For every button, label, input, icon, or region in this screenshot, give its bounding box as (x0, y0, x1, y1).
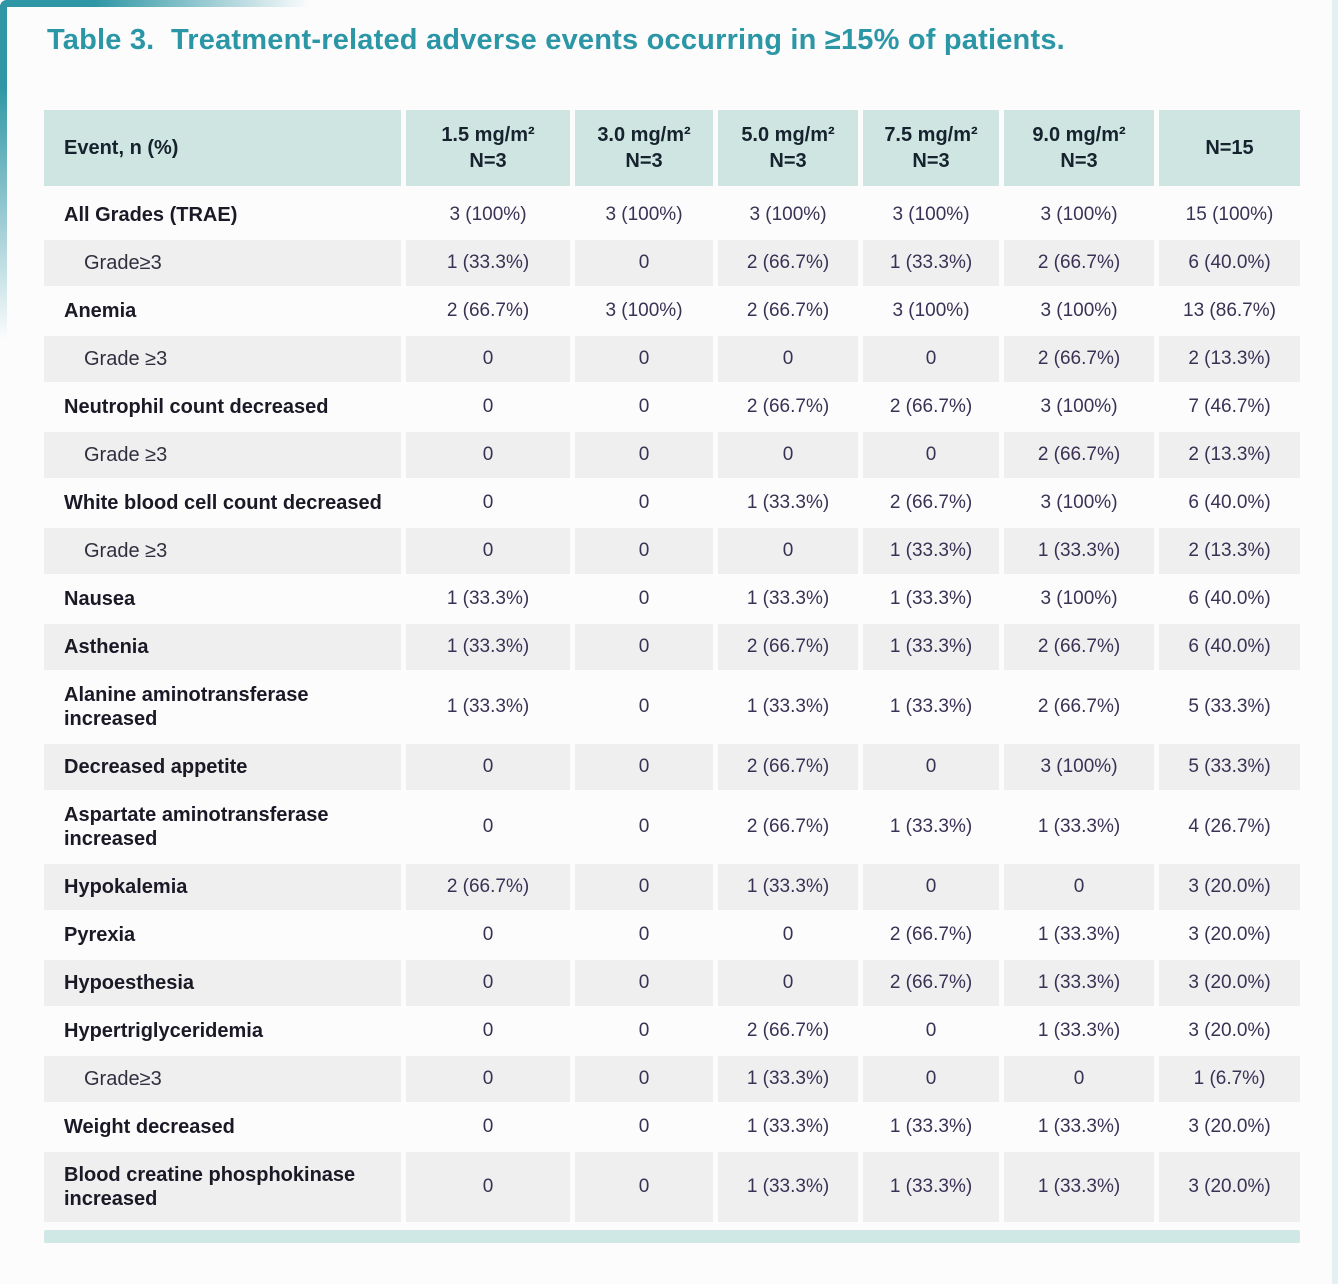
header-n-label: N=3 (769, 150, 807, 172)
value-cell: 0 (406, 1152, 570, 1222)
value-cell: 4 (26.7%) (1188, 816, 1271, 837)
event-label: Neutrophil count decreased (64, 396, 329, 418)
event-label: White blood cell count decreased (64, 492, 382, 514)
value-cell: 6 (40.0%) (1188, 588, 1271, 609)
value-cell: 1 (33.3%) (746, 1116, 830, 1137)
value-cell: 0 (782, 924, 794, 945)
value-cell: 0 (718, 336, 858, 382)
value-cell: 2 (66.7%) (889, 492, 973, 513)
value-cell: 1 (33.3%) (1004, 960, 1154, 1006)
header-n-label: N=3 (625, 150, 663, 172)
value-cell: 2 (66.7%) (718, 240, 858, 286)
event-label: Hypoesthesia (44, 960, 401, 1006)
value-cell: 13 (86.7%) (1183, 300, 1276, 321)
value-cell: 2 (66.7%) (1037, 696, 1121, 717)
table-row (44, 528, 1300, 574)
value-cell: 0 (638, 492, 650, 513)
table-row (44, 1008, 1300, 1054)
value-cell: 0 (638, 1116, 650, 1137)
value-cell: 3 (100%) (749, 204, 827, 225)
header-dose-label: 1.5 mg/m² (441, 124, 535, 146)
table-row (44, 240, 1300, 286)
value-cell: 2 (66.7%) (1004, 240, 1154, 286)
value-cell: 1 (33.3%) (1004, 1152, 1154, 1222)
table-row (44, 744, 1300, 790)
table-row (44, 792, 1300, 862)
value-cell: 0 (575, 240, 713, 286)
value-cell: 1 (33.3%) (863, 528, 999, 574)
value-cell: 1 (33.3%) (718, 864, 858, 910)
value-cell: 0 (406, 744, 570, 790)
value-cell: 1 (33.3%) (1037, 924, 1121, 945)
table-header-row (44, 110, 1300, 186)
table-title: Table 3. Treatment-related adverse events occurring in ≥15% of patients. (47, 24, 1065, 56)
right-edge-accent (1332, 0, 1338, 1284)
value-cell: 2 (66.7%) (746, 816, 830, 837)
value-cell: 3 (100%) (1040, 396, 1118, 417)
value-cell: 0 (718, 432, 858, 478)
value-cell: 2 (13.3%) (1159, 336, 1300, 382)
value-cell: 1 (33.3%) (746, 588, 830, 609)
event-label: Grade≥3 (44, 1056, 401, 1102)
column-header-event: Event, n (%) (44, 110, 401, 186)
value-cell: 5 (33.3%) (1188, 696, 1271, 717)
value-cell: 2 (66.7%) (1004, 624, 1154, 670)
value-cell: 1 (33.3%) (406, 624, 570, 670)
value-cell: 0 (638, 396, 650, 417)
column-header-dose (1004, 110, 1154, 186)
value-cell: 1 (33.3%) (863, 1152, 999, 1222)
value-cell: 3 (100%) (1040, 300, 1118, 321)
value-cell: 2 (66.7%) (746, 1020, 830, 1041)
value-cell: 3 (100%) (605, 204, 683, 225)
value-cell: 1 (33.3%) (446, 588, 530, 609)
event-label: Grade ≥3 (44, 336, 401, 382)
value-cell: 1 (33.3%) (1004, 528, 1154, 574)
value-cell: 1 (33.3%) (746, 492, 830, 513)
header-n-label: N=3 (469, 150, 507, 172)
header-dose-label: 7.5 mg/m² (884, 124, 978, 146)
table-row (44, 624, 1300, 670)
value-cell: 3 (100%) (1040, 492, 1118, 513)
header-n-label: N=3 (912, 150, 950, 172)
table-row (44, 912, 1300, 958)
value-cell: 6 (40.0%) (1188, 492, 1271, 513)
value-cell: 2 (66.7%) (889, 924, 973, 945)
value-cell: 5 (33.3%) (1159, 744, 1300, 790)
value-cell: 2 (66.7%) (1004, 336, 1154, 382)
value-cell: 0 (575, 624, 713, 670)
value-cell: 0 (482, 1020, 494, 1041)
table-row (44, 288, 1300, 334)
event-label: Hypertriglyceridemia (64, 1020, 263, 1042)
event-label: Alanine aminotransferase increased (64, 684, 309, 730)
event-label: Decreased appetite (44, 744, 401, 790)
value-cell: 3 (20.0%) (1188, 1020, 1271, 1041)
value-cell: 0 (638, 696, 650, 717)
value-cell: 0 (575, 960, 713, 1006)
table-row (44, 960, 1300, 1006)
table-row (44, 1104, 1300, 1150)
value-cell: 1 (33.3%) (718, 1056, 858, 1102)
value-cell: 1 (33.3%) (1037, 1116, 1121, 1137)
event-label: All Grades (TRAE) (64, 204, 238, 226)
value-cell: 2 (66.7%) (718, 624, 858, 670)
event-label: Weight decreased (64, 1116, 235, 1138)
table-row (44, 192, 1300, 238)
frame-corner-accent-left (0, 0, 7, 340)
value-cell: 2 (66.7%) (406, 864, 570, 910)
value-cell: 0 (638, 924, 650, 945)
value-cell: 0 (575, 432, 713, 478)
event-label: Grade≥3 (44, 240, 401, 286)
event-label: Asthenia (44, 624, 401, 670)
value-cell: 0 (406, 1056, 570, 1102)
value-cell: 0 (863, 864, 999, 910)
value-cell: 0 (575, 336, 713, 382)
frame-corner-accent-top (0, 0, 310, 7)
value-cell: 7 (46.7%) (1188, 396, 1271, 417)
value-cell: 0 (638, 1020, 650, 1041)
value-cell: 0 (1004, 1056, 1154, 1102)
value-cell: 2 (66.7%) (1004, 432, 1154, 478)
table-row (44, 1056, 1300, 1102)
value-cell: 0 (406, 432, 570, 478)
event-label: Nausea (64, 588, 136, 610)
value-cell: 0 (406, 960, 570, 1006)
column-header-total: N=15 (1159, 110, 1300, 186)
value-cell: 15 (100%) (1185, 204, 1274, 225)
value-cell: 1 (33.3%) (889, 588, 973, 609)
value-cell: 3 (100%) (1040, 204, 1118, 225)
value-cell: 0 (575, 1056, 713, 1102)
table-row (44, 384, 1300, 430)
value-cell: 2 (66.7%) (863, 960, 999, 1006)
value-cell: 0 (638, 588, 650, 609)
value-cell: 3 (20.0%) (1159, 864, 1300, 910)
value-cell: 0 (575, 864, 713, 910)
event-label: Blood creatine phosphokinase increased (44, 1152, 401, 1222)
value-cell: 2 (66.7%) (889, 396, 973, 417)
column-header-dose (406, 110, 570, 186)
value-cell: 3 (100%) (1004, 744, 1154, 790)
value-cell: 0 (863, 1056, 999, 1102)
event-label: Aspartate aminotransferase increased (64, 804, 329, 850)
value-cell: 0 (863, 432, 999, 478)
value-cell: 2 (13.3%) (1159, 528, 1300, 574)
value-cell: 0 (575, 744, 713, 790)
column-header-dose (863, 110, 999, 186)
value-cell: 2 (66.7%) (746, 300, 830, 321)
value-cell: 0 (406, 528, 570, 574)
event-label: Hypokalemia (44, 864, 401, 910)
value-cell: 0 (482, 492, 494, 513)
value-cell: 1 (33.3%) (446, 696, 530, 717)
column-header-dose (718, 110, 858, 186)
value-cell: 1 (33.3%) (863, 240, 999, 286)
value-cell: 3 (20.0%) (1159, 960, 1300, 1006)
value-cell: 0 (863, 744, 999, 790)
value-cell: 3 (100%) (892, 300, 970, 321)
value-cell: 0 (718, 960, 858, 1006)
table-row (44, 1152, 1300, 1222)
value-cell: 0 (482, 1116, 494, 1137)
value-cell: 0 (1004, 864, 1154, 910)
value-cell: 6 (40.0%) (1159, 624, 1300, 670)
value-cell: 1 (33.3%) (1037, 816, 1121, 837)
header-n-label: N=3 (1060, 150, 1098, 172)
column-header-dose (575, 110, 713, 186)
value-cell: 0 (575, 528, 713, 574)
event-label: Grade ≥3 (44, 528, 401, 574)
value-cell: 1 (33.3%) (863, 624, 999, 670)
value-cell: 2 (13.3%) (1159, 432, 1300, 478)
value-cell: 3 (20.0%) (1188, 1116, 1271, 1137)
header-dose-label: 9.0 mg/m² (1032, 124, 1126, 146)
table-row (44, 576, 1300, 622)
value-cell: 3 (100%) (449, 204, 527, 225)
value-cell: 0 (925, 1020, 937, 1041)
table-row (44, 864, 1300, 910)
value-cell: 3 (100%) (605, 300, 683, 321)
value-cell: 1 (33.3%) (889, 816, 973, 837)
event-label: Grade ≥3 (44, 432, 401, 478)
value-cell: 1 (6.7%) (1159, 1056, 1300, 1102)
table-row (44, 336, 1300, 382)
value-cell: 1 (33.3%) (889, 1116, 973, 1137)
table-row (44, 480, 1300, 526)
value-cell: 3 (20.0%) (1159, 1152, 1300, 1222)
value-cell: 0 (863, 336, 999, 382)
value-cell: 0 (482, 816, 494, 837)
value-cell: 1 (33.3%) (718, 1152, 858, 1222)
value-cell: 1 (33.3%) (406, 240, 570, 286)
bottom-accent-bar (44, 1230, 1300, 1243)
value-cell: 1 (33.3%) (746, 696, 830, 717)
value-cell: 1 (33.3%) (889, 696, 973, 717)
value-cell: 0 (718, 528, 858, 574)
event-label: Anemia (64, 300, 137, 322)
table-row (44, 672, 1300, 742)
value-cell: 6 (40.0%) (1159, 240, 1300, 286)
value-cell: 2 (66.7%) (718, 744, 858, 790)
value-cell: 3 (100%) (1040, 588, 1118, 609)
value-cell: 0 (638, 816, 650, 837)
value-cell: 2 (66.7%) (446, 300, 530, 321)
value-cell: 0 (482, 396, 494, 417)
table-row (44, 432, 1300, 478)
table-body (44, 192, 1300, 1222)
value-cell: 3 (20.0%) (1188, 924, 1271, 945)
adverse-events-table (44, 110, 1300, 1243)
value-cell: 0 (406, 336, 570, 382)
value-cell: 3 (100%) (892, 204, 970, 225)
value-cell: 1 (33.3%) (1037, 1020, 1121, 1041)
event-label: Pyrexia (64, 924, 136, 946)
header-dose-label: 3.0 mg/m² (597, 124, 691, 146)
value-cell: 0 (575, 1152, 713, 1222)
value-cell: 2 (66.7%) (746, 396, 830, 417)
header-dose-label: 5.0 mg/m² (741, 124, 835, 146)
value-cell: 0 (482, 924, 494, 945)
